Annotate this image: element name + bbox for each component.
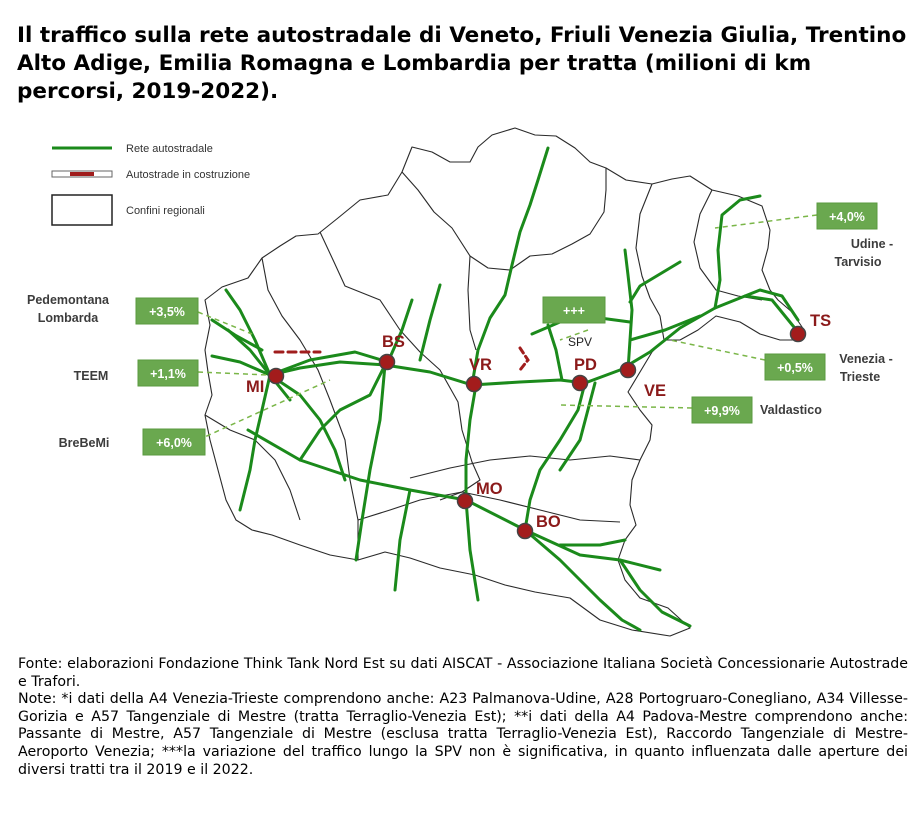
svg-text:+0,5%: +0,5% (777, 361, 813, 375)
label-valdastico: Valdastico (760, 403, 822, 417)
legend (52, 143, 250, 225)
cities (246, 312, 831, 539)
svg-text:VE: VE (644, 382, 667, 400)
svg-text:BS: BS (382, 333, 405, 351)
border-friuli-inner (694, 190, 762, 300)
box-brebemi (143, 429, 205, 455)
page-title: Il traffico sulla rete autostradale di Veneto, Friuli Venezia Giulia, Trentino Alto Adige, Emilia Romagna e Lombardia per tratta (milioni di km percorsi, 2019-2022). (17, 23, 907, 104)
road-a31 (560, 383, 595, 470)
road-a15 (395, 490, 410, 590)
road-ferrara (560, 540, 625, 545)
svg-text:BO: BO (536, 513, 561, 531)
border-veneto-emilia (410, 456, 640, 478)
road-lake (420, 285, 440, 360)
city-vr (467, 356, 493, 392)
road-a28 (630, 316, 700, 340)
label-teem: TEEM (73, 369, 109, 383)
svg-text:+3,5%: +3,5% (149, 305, 185, 319)
svg-text:Rete autostradale: Rete autostradale (126, 143, 213, 155)
road-brennero (472, 148, 548, 385)
box-pedemontana (136, 298, 198, 324)
road-a4-friuli (745, 290, 798, 320)
legend-borders (52, 195, 205, 225)
label-brebemi: BreBeMi (58, 436, 110, 450)
label-venezia-2: Trieste (839, 370, 881, 384)
border-veneto-friuli (636, 184, 664, 340)
label-venezia-1: Venezia - (839, 352, 893, 366)
svg-text:+++: +++ (563, 304, 585, 318)
svg-text:+6,0%: +6,0% (156, 436, 192, 450)
city-mo (458, 480, 503, 509)
highway-map (0, 120, 924, 650)
border-trentino (402, 168, 606, 270)
label-pedemontana-2: Lombarda (37, 311, 99, 325)
svg-text:MO: MO (476, 480, 503, 498)
svg-text:PD: PD (574, 356, 597, 374)
source-note: Fonte: elaborazioni Fondazione Think Tank Nord Est su dati AISCAT - Associazione Italiana Società Concessionarie Autostrade e Trafori. (18, 656, 908, 690)
city-ve (621, 363, 667, 401)
footer-notes (18, 656, 908, 779)
notes-text: Note: *i dati della A4 Venezia-Trieste comprendono anche: A23 Palmanova-Udine, A28 Portogruaro-Conegliano, A34 Villesse-Gorizia e A57 Tangenziale di Mestre (tratta Terraglio-Venezia Est); **i dati della A4 Padova-Mestre comprendono anche: Passante di Mestre, A57 Tangenziale di Mestre (esclusa tratta Terraglio-Venezia Est), Raccordo Tangenziale di Mestre-Aeroporto Venezia; ***la variazione del traffico lungo la SPV non è significativa, in quanto influenzata dalle aperture dei diversi tratti tra il 2019 e il 2022. (18, 691, 908, 778)
spv-label: SPV (568, 335, 593, 349)
legend-construction (52, 169, 250, 181)
svg-text:Confini regionali: Confini regionali (126, 205, 205, 217)
svg-text:Autostrade in costruzione: Autostrade in costruzione (126, 169, 251, 181)
svg-text:TS: TS (810, 312, 832, 330)
box-spv (543, 297, 605, 323)
city-bo (518, 513, 561, 539)
svg-text:+4,0%: +4,0% (829, 210, 865, 224)
label-pedemontana-1: Pedemontana (27, 293, 109, 307)
box-venezia-trieste (765, 354, 825, 380)
label-udine-2: Tarvisio (834, 255, 882, 269)
box-valdastico (692, 397, 752, 423)
road-a1 (248, 430, 660, 570)
border-trentino-south (468, 256, 476, 350)
label-udine-1: Udine - (850, 237, 894, 251)
road-a2-ne (630, 262, 680, 302)
svg-text:+1,1%: +1,1% (150, 367, 186, 381)
svg-text:MI: MI (246, 378, 265, 396)
road-a27 (625, 250, 632, 370)
box-udine-tarvisio (817, 203, 877, 229)
svg-text:VR: VR (469, 356, 492, 374)
road-valtrompia (388, 300, 412, 362)
highway-network (212, 148, 798, 630)
road-a8 (212, 320, 262, 350)
road-valdastico (548, 325, 562, 380)
box-teem (138, 360, 198, 386)
svg-text:+9,9%: +9,9% (704, 404, 740, 418)
border-piedmont (205, 415, 300, 520)
legend-network (52, 143, 213, 155)
